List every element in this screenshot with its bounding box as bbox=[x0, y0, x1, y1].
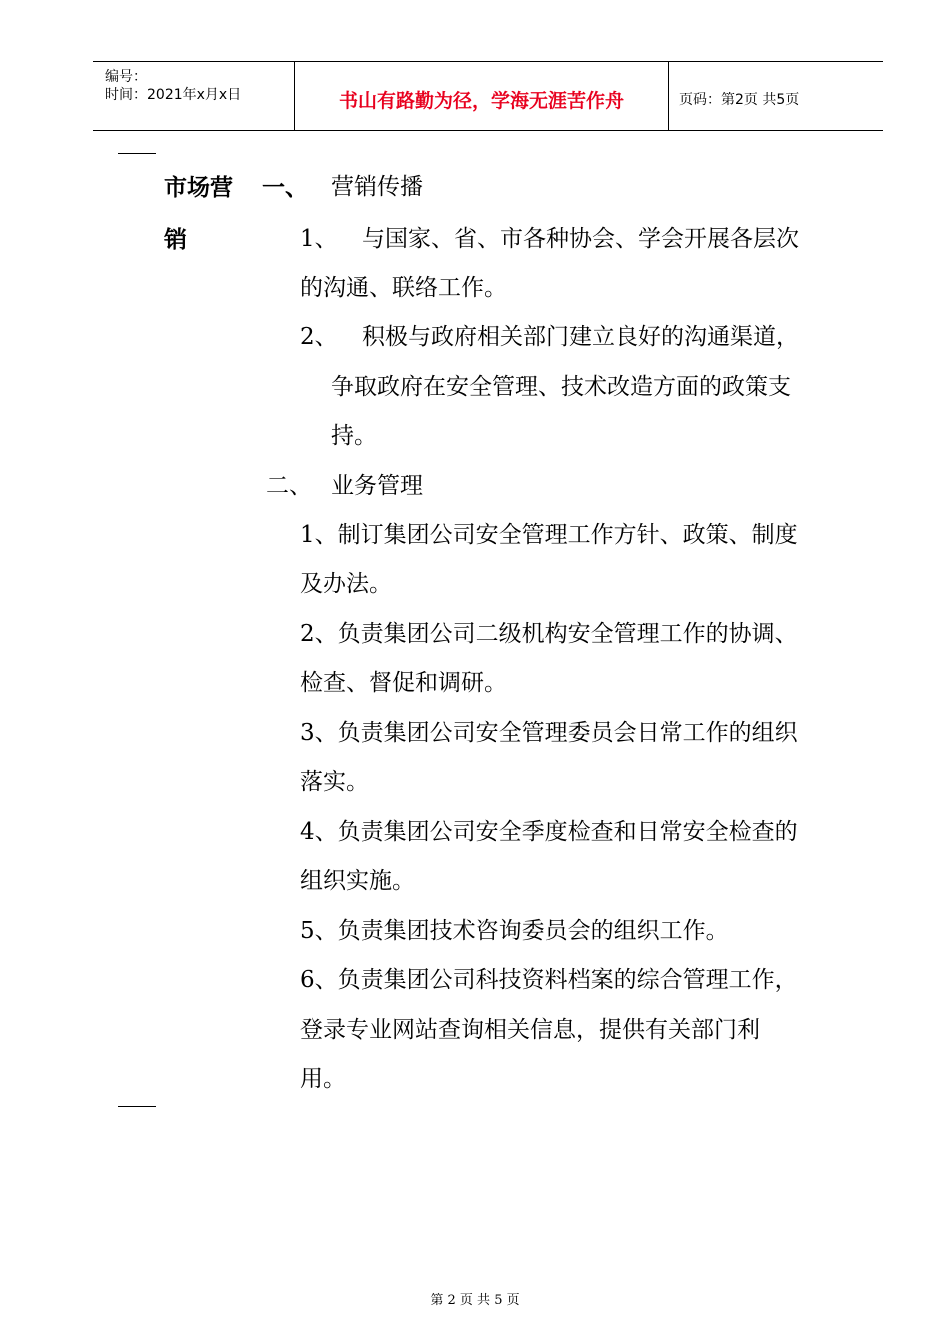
section-2-item-3-line-2: 落实。 bbox=[300, 769, 369, 795]
bottom-divider bbox=[118, 1106, 156, 1107]
section-1-item-1-number: 1、 bbox=[300, 226, 338, 252]
side-label-1: 市场营 bbox=[164, 174, 233, 201]
section-2-item-2-line-2: 检查、督促和调研。 bbox=[300, 670, 507, 696]
header-page-cell bbox=[669, 62, 883, 130]
section-2-item-6-line-1: 6、负责集团公司科技资料档案的综合管理工作， bbox=[300, 967, 798, 993]
header-motto-cell bbox=[294, 62, 669, 130]
section-2-title: 业务管理 bbox=[331, 473, 423, 499]
section-2-item-1-line-2: 及办法。 bbox=[300, 571, 392, 597]
document-number-label: 编号： bbox=[105, 69, 147, 85]
section-2-item-2-line-1: 2、负责集团公司二级机构安全管理工作的协调、 bbox=[300, 621, 798, 647]
document-time-label: 时间：2021年x月x日 bbox=[105, 87, 242, 103]
page-footer: 第 2 页 共 5 页 bbox=[430, 1293, 520, 1308]
section-2-item-4-line-2: 组织实施。 bbox=[300, 868, 415, 894]
section-2-number: 二、 bbox=[266, 473, 312, 499]
section-2-item-6-line-2: 登录专业网站查询相关信息，提供有关部门利 bbox=[300, 1017, 760, 1043]
top-divider bbox=[118, 153, 156, 154]
section-1-item-1-line-2: 的沟通、联络工作。 bbox=[300, 275, 507, 301]
page-header bbox=[93, 61, 883, 131]
section-1-item-2-line-2: 争取政府在安全管理、技术改造方面的政策支 bbox=[331, 374, 791, 400]
section-2-item-5-line-1: 5、负责集团技术咨询委员会的组织工作。 bbox=[300, 918, 729, 944]
section-1-item-2-number: 2、 bbox=[300, 324, 338, 350]
header-page-info: 页码：第2页 共5页 bbox=[679, 92, 800, 108]
section-1-number: 一、 bbox=[262, 174, 308, 201]
section-2-item-1-line-1: 1、制订集团公司安全管理工作方针、政策、制度 bbox=[300, 522, 798, 548]
section-1-item-2-line-1: 积极与政府相关部门建立良好的沟通渠道， bbox=[362, 324, 799, 350]
header-motto: 书山有路勤为径，学海无涯苦作舟 bbox=[338, 90, 624, 112]
section-1-item-1-line-1: 与国家、省、市各种协会、学会开展各层次 bbox=[362, 226, 799, 252]
section-2-item-6-line-3: 用。 bbox=[300, 1066, 346, 1092]
section-2-item-3-line-1: 3、负责集团公司安全管理委员会日常工作的组织 bbox=[300, 720, 798, 746]
section-1-item-2-line-3: 持。 bbox=[331, 423, 377, 449]
section-2-item-4-line-1: 4、负责集团公司安全季度检查和日常安全检查的 bbox=[300, 819, 798, 845]
side-label-2: 销 bbox=[164, 226, 187, 253]
header-meta-cell bbox=[93, 62, 293, 130]
section-1-title: 营销传播 bbox=[331, 174, 423, 200]
